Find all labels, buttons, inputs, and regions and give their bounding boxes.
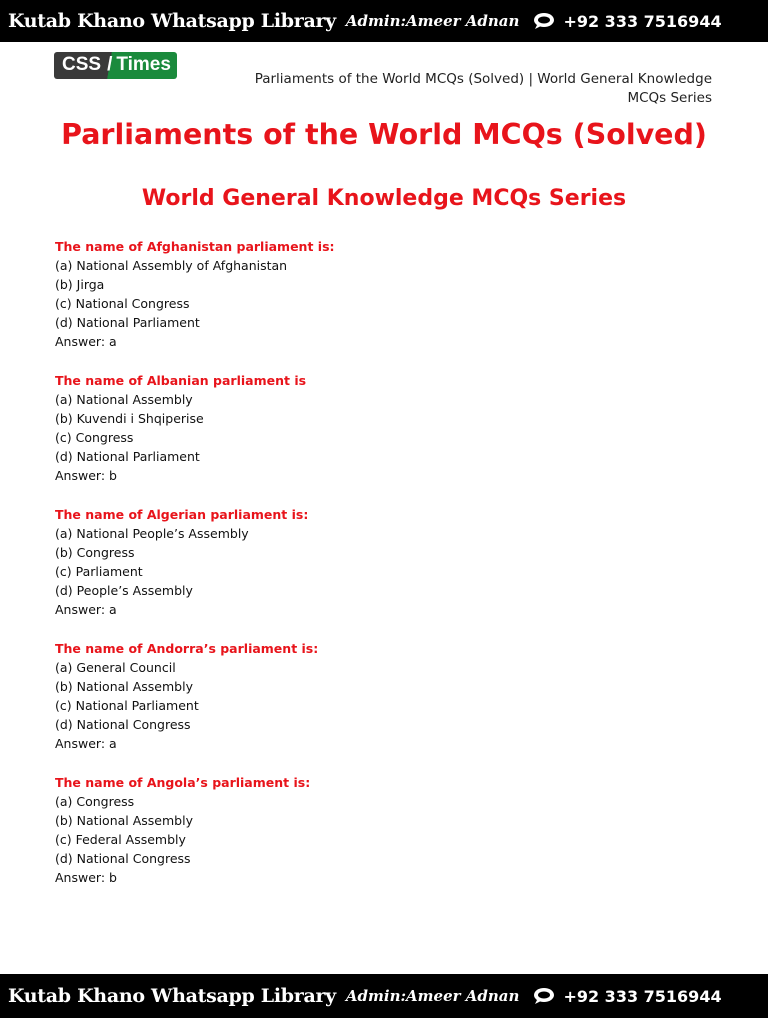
mcq-item — [55, 371, 715, 485]
mcq-option: (a) Congress — [55, 794, 135, 809]
bottom-banner — [0, 974, 768, 1018]
mcq-question: The name of Albanian parliament is — [55, 373, 307, 388]
mcq-answer: Answer: a — [55, 334, 117, 349]
page-title: Parliaments of the World MCQs (Solved) — [61, 118, 707, 151]
mcq-option: (a) National Assembly of Afghanistan — [55, 258, 288, 273]
admin-name: Admin:Ameer Adnan — [345, 987, 520, 1005]
mcq-item — [55, 237, 715, 351]
mcq-answer: Answer: b — [55, 468, 117, 483]
mcq-option: (c) National Parliament — [55, 698, 199, 713]
phone-number: +92 333 7516944 — [563, 986, 722, 1006]
mcq-option: (c) National Congress — [55, 296, 190, 311]
whatsapp-icon — [533, 12, 555, 30]
mcq-question: The name of Afghanistan parliament is: — [55, 239, 335, 254]
top-banner — [0, 0, 768, 42]
logo-slash: / — [105, 52, 114, 79]
mcq-option: (b) National Assembly — [55, 813, 193, 828]
mcq-option: (c) Congress — [55, 430, 134, 445]
logo-part-times: Times — [114, 52, 177, 79]
page-subtitle: World General Knowledge MCQs Series — [141, 186, 627, 211]
mcq-option: (b) Congress — [55, 545, 135, 560]
mcq-option: (d) National Congress — [55, 717, 191, 732]
mcq-option: (a) National Assembly — [55, 392, 193, 407]
mcq-option: (c) Federal Assembly — [55, 832, 186, 847]
mcq-question: The name of Andorra’s parliament is: — [55, 641, 319, 656]
mcq-item — [55, 505, 715, 619]
mcq-option: (a) General Council — [55, 660, 176, 675]
mcq-answer: Answer: a — [55, 602, 117, 617]
mcq-question: The name of Angola’s parliament is: — [55, 775, 311, 790]
mcq-option: (b) National Assembly — [55, 679, 193, 694]
running-header-line1: Parliaments of the World MCQs (Solved) | World General Knowledge — [254, 71, 712, 87]
mcq-option: (a) National People’s Assembly — [55, 526, 249, 541]
mcq-option: (c) Parliament — [55, 564, 143, 579]
mcq-option: (d) National Parliament — [55, 449, 200, 464]
mcq-option: (b) Jirga — [55, 277, 105, 292]
library-name: Kutab Khano Whatsapp Library — [8, 985, 336, 1007]
mcq-option: (d) National Parliament — [55, 315, 200, 330]
phone-number: +92 333 7516944 — [563, 11, 722, 31]
admin-name: Admin:Ameer Adnan — [345, 12, 520, 30]
mcq-item — [55, 773, 715, 887]
mcq-list — [55, 237, 715, 907]
running-header — [192, 70, 712, 108]
mcq-option: (d) People’s Assembly — [55, 583, 193, 598]
running-header-line2: MCQs Series — [627, 90, 712, 106]
mcq-item — [55, 639, 715, 753]
logo-part-css: CSS — [54, 52, 105, 79]
mcq-answer: Answer: a — [55, 736, 117, 751]
whatsapp-icon — [533, 987, 555, 1005]
mcq-option: (b) Kuvendi i Shqiperise — [55, 411, 204, 426]
css-times-logo — [54, 52, 177, 79]
mcq-option: (d) National Congress — [55, 851, 191, 866]
mcq-question: The name of Algerian parliament is: — [55, 507, 309, 522]
library-name: Kutab Khano Whatsapp Library — [8, 10, 336, 32]
mcq-answer: Answer: b — [55, 870, 117, 885]
